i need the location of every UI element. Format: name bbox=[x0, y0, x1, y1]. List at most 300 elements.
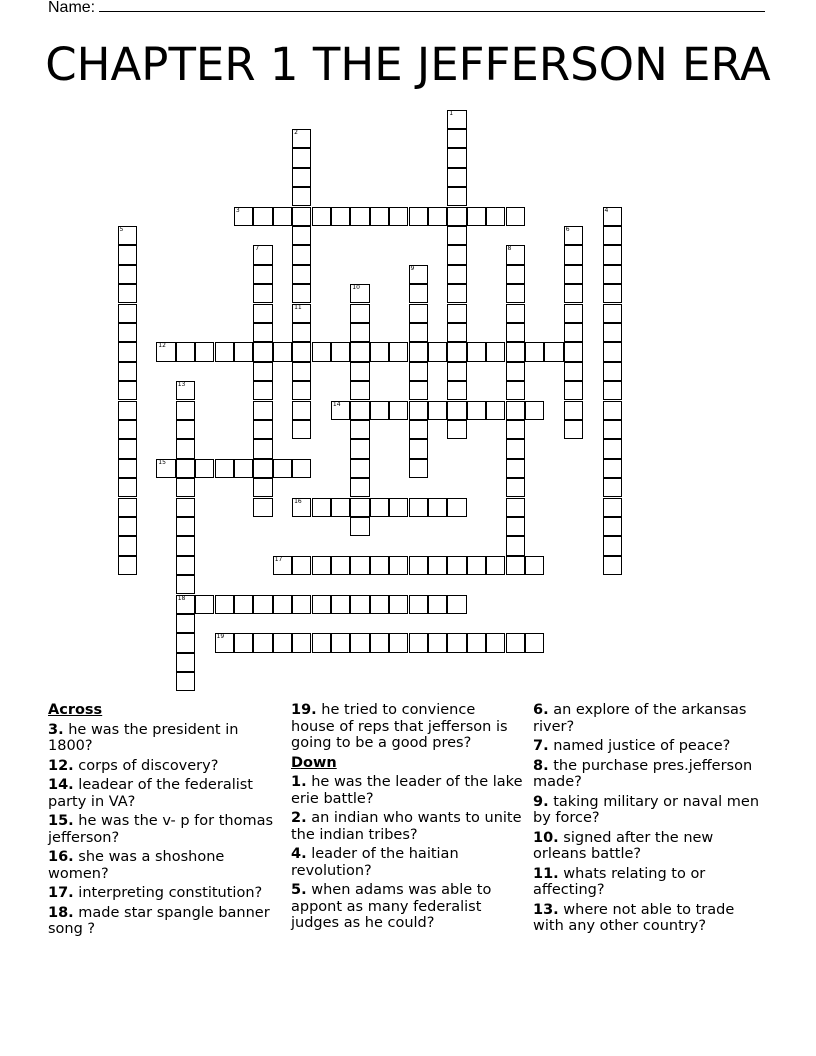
clue-number: 9. bbox=[533, 793, 549, 810]
grid-cell[interactable] bbox=[118, 265, 137, 284]
grid-cell[interactable] bbox=[603, 284, 622, 303]
grid-cell[interactable] bbox=[273, 459, 292, 478]
grid-cell[interactable] bbox=[253, 284, 272, 303]
grid-cell[interactable] bbox=[273, 207, 292, 226]
cell-number: 15 bbox=[158, 458, 166, 466]
grid-cell[interactable] bbox=[350, 459, 369, 478]
grid-cell[interactable] bbox=[350, 595, 369, 614]
grid-cell[interactable] bbox=[428, 498, 447, 517]
grid-cell[interactable] bbox=[447, 168, 466, 187]
across-clue bbox=[48, 777, 280, 810]
grid-cell[interactable] bbox=[467, 342, 486, 361]
grid-cell[interactable] bbox=[447, 595, 466, 614]
grid-cell[interactable] bbox=[603, 478, 622, 497]
grid-cell[interactable] bbox=[292, 245, 311, 264]
grid-cell[interactable] bbox=[118, 304, 137, 323]
grid-cell[interactable] bbox=[506, 633, 525, 652]
grid-cell[interactable] bbox=[447, 207, 466, 226]
grid-cell[interactable] bbox=[312, 595, 331, 614]
grid-cell[interactable] bbox=[564, 265, 583, 284]
grid-cell[interactable] bbox=[389, 498, 408, 517]
grid-cell[interactable] bbox=[370, 633, 389, 652]
down-clue bbox=[533, 830, 765, 863]
grid-cell[interactable] bbox=[370, 556, 389, 575]
grid-cell[interactable] bbox=[603, 207, 622, 226]
grid-cell[interactable] bbox=[389, 595, 408, 614]
grid-cell[interactable] bbox=[118, 478, 137, 497]
grid-cell[interactable] bbox=[428, 595, 447, 614]
grid-cell[interactable] bbox=[447, 498, 466, 517]
grid-cell[interactable] bbox=[603, 517, 622, 536]
grid-cell[interactable] bbox=[564, 226, 583, 245]
grid-cell[interactable] bbox=[312, 633, 331, 652]
grid-cell[interactable] bbox=[506, 323, 525, 342]
grid-cell[interactable] bbox=[428, 342, 447, 361]
grid-cell[interactable] bbox=[603, 362, 622, 381]
grid-cell[interactable] bbox=[292, 129, 311, 148]
grid-cell[interactable] bbox=[215, 459, 234, 478]
grid-cell[interactable] bbox=[176, 420, 195, 439]
grid-cell[interactable] bbox=[292, 420, 311, 439]
grid-cell[interactable] bbox=[447, 420, 466, 439]
grid-cell[interactable] bbox=[118, 536, 137, 555]
clue-text: leader of the haitian revolution? bbox=[291, 846, 459, 879]
grid-cell[interactable] bbox=[195, 342, 214, 361]
grid-cell[interactable] bbox=[156, 459, 175, 478]
grid-cell[interactable] bbox=[176, 595, 195, 614]
clue-number: 1. bbox=[291, 774, 307, 790]
grid-cell[interactable] bbox=[409, 633, 428, 652]
grid-cell[interactable] bbox=[350, 498, 369, 517]
cell-number: 18 bbox=[177, 594, 186, 602]
grid-cell[interactable] bbox=[389, 401, 408, 420]
grid-cell[interactable] bbox=[253, 265, 272, 284]
grid-cell[interactable] bbox=[370, 401, 389, 420]
grid-cell[interactable] bbox=[409, 595, 428, 614]
grid-cell[interactable] bbox=[506, 381, 525, 400]
clue-number: 16. bbox=[48, 849, 74, 865]
clue-number: 5. bbox=[291, 882, 307, 898]
grid-cell[interactable] bbox=[118, 284, 137, 303]
grid-cell[interactable] bbox=[234, 595, 253, 614]
grid-cell[interactable] bbox=[176, 342, 195, 361]
grid-cell[interactable] bbox=[564, 304, 583, 323]
cell-number: 2 bbox=[294, 128, 298, 136]
grid-cell[interactable] bbox=[564, 245, 583, 264]
grid-cell[interactable] bbox=[292, 168, 311, 187]
grid-cell[interactable] bbox=[176, 478, 195, 497]
grid-cell[interactable] bbox=[118, 381, 137, 400]
grid-cell[interactable] bbox=[447, 342, 466, 361]
grid-cell[interactable] bbox=[409, 284, 428, 303]
clue-text: taking military or naval men by force? bbox=[533, 793, 760, 826]
grid-cell[interactable] bbox=[486, 556, 505, 575]
grid-cell[interactable] bbox=[350, 420, 369, 439]
grid-cell[interactable] bbox=[603, 536, 622, 555]
clue-number: 15. bbox=[48, 813, 74, 829]
clue-text: he was the v- p for thomas jefferson? bbox=[48, 813, 274, 846]
grid-cell[interactable] bbox=[506, 284, 525, 303]
grid-cell[interactable] bbox=[603, 381, 622, 400]
grid-cell[interactable] bbox=[350, 304, 369, 323]
grid-cell[interactable] bbox=[234, 207, 253, 226]
clue-number: 13. bbox=[533, 901, 559, 918]
grid-cell[interactable] bbox=[603, 265, 622, 284]
grid-cell[interactable] bbox=[506, 401, 525, 420]
grid-cell[interactable] bbox=[447, 110, 466, 129]
down-clue bbox=[533, 758, 765, 791]
grid-cell[interactable] bbox=[486, 401, 505, 420]
grid-cell[interactable] bbox=[273, 556, 292, 575]
grid-cell[interactable] bbox=[292, 265, 311, 284]
grid-cell[interactable] bbox=[292, 342, 311, 361]
grid-cell[interactable] bbox=[350, 342, 369, 361]
grid-cell[interactable] bbox=[428, 207, 447, 226]
grid-cell[interactable] bbox=[176, 381, 195, 400]
grid-cell[interactable] bbox=[292, 401, 311, 420]
clue-number: 12. bbox=[48, 757, 74, 774]
grid-cell[interactable] bbox=[118, 439, 137, 458]
grid-cell[interactable] bbox=[176, 556, 195, 575]
grid-cell[interactable] bbox=[292, 187, 311, 206]
grid-cell[interactable] bbox=[176, 459, 195, 478]
down-clues-part-1 bbox=[291, 774, 523, 932]
grid-cell[interactable] bbox=[292, 595, 311, 614]
grid-cell[interactable] bbox=[409, 401, 428, 420]
grid-cell[interactable] bbox=[409, 342, 428, 361]
grid-cell[interactable] bbox=[447, 323, 466, 342]
grid-cell[interactable] bbox=[176, 439, 195, 458]
grid-cell[interactable] bbox=[389, 207, 408, 226]
grid-cell[interactable] bbox=[603, 439, 622, 458]
grid-cell[interactable] bbox=[292, 323, 311, 342]
grid-cell[interactable] bbox=[176, 575, 195, 594]
down-clue bbox=[533, 738, 765, 755]
grid-cell[interactable] bbox=[564, 381, 583, 400]
grid-cell[interactable] bbox=[215, 633, 234, 652]
grid-cell[interactable] bbox=[389, 342, 408, 361]
grid-cell[interactable] bbox=[331, 207, 350, 226]
clue-number: 17. bbox=[48, 885, 74, 901]
grid-cell[interactable] bbox=[603, 323, 622, 342]
grid-cell[interactable] bbox=[312, 498, 331, 517]
grid-cell[interactable] bbox=[292, 362, 311, 381]
grid-cell[interactable] bbox=[603, 304, 622, 323]
grid-cell[interactable] bbox=[273, 595, 292, 614]
clue-text: leadear of the federalist party in VA? bbox=[48, 777, 253, 810]
grid-cell[interactable] bbox=[603, 420, 622, 439]
grid-cell[interactable] bbox=[370, 498, 389, 517]
grid-cell[interactable] bbox=[428, 401, 447, 420]
grid-cell[interactable] bbox=[118, 517, 137, 536]
clue-number: 7. bbox=[533, 738, 549, 754]
grid-cell[interactable] bbox=[447, 362, 466, 381]
grid-cell[interactable] bbox=[467, 401, 486, 420]
grid-cell[interactable] bbox=[603, 459, 622, 478]
grid-cell[interactable] bbox=[506, 265, 525, 284]
grid-cell[interactable] bbox=[603, 401, 622, 420]
clue-number: 10. bbox=[533, 829, 559, 846]
grid-cell[interactable] bbox=[409, 459, 428, 478]
grid-cell[interactable] bbox=[564, 401, 583, 420]
grid-cell[interactable] bbox=[292, 207, 311, 226]
grid-cell[interactable] bbox=[350, 517, 369, 536]
clue-text: an indian who wants to unite the indian tribes? bbox=[291, 810, 522, 843]
grid-cell[interactable] bbox=[370, 595, 389, 614]
grid-cell[interactable] bbox=[564, 342, 583, 361]
grid-cell[interactable] bbox=[312, 342, 331, 361]
grid-cell[interactable] bbox=[447, 245, 466, 264]
cell-number: 17 bbox=[274, 555, 283, 563]
name-label: Name: bbox=[48, 0, 96, 16]
grid-cell[interactable] bbox=[506, 362, 525, 381]
grid-cell[interactable] bbox=[253, 420, 272, 439]
grid-cell[interactable] bbox=[253, 362, 272, 381]
grid-cell[interactable] bbox=[292, 556, 311, 575]
down-clues-part-2 bbox=[533, 702, 765, 935]
clue-text: interpreting constitution? bbox=[73, 885, 263, 901]
grid-cell[interactable] bbox=[118, 226, 137, 245]
grid-cell[interactable] bbox=[350, 207, 369, 226]
cell-number: 4 bbox=[604, 206, 609, 214]
grid-cell[interactable] bbox=[350, 478, 369, 497]
grid-cell[interactable] bbox=[253, 342, 272, 361]
grid-cell[interactable] bbox=[176, 614, 195, 633]
grid-cell[interactable] bbox=[370, 342, 389, 361]
cell-number: 1 bbox=[449, 109, 454, 117]
grid-cell[interactable] bbox=[253, 304, 272, 323]
grid-cell[interactable] bbox=[118, 498, 137, 517]
grid-cell[interactable] bbox=[273, 342, 292, 361]
grid-cell[interactable] bbox=[331, 595, 350, 614]
grid-cell[interactable] bbox=[331, 342, 350, 361]
across-clue bbox=[48, 885, 280, 902]
grid-cell[interactable] bbox=[331, 633, 350, 652]
grid-cell[interactable] bbox=[234, 459, 253, 478]
grid-cell[interactable] bbox=[447, 556, 466, 575]
grid-cell[interactable] bbox=[292, 226, 311, 245]
grid-cell[interactable] bbox=[506, 342, 525, 361]
grid-cell[interactable] bbox=[409, 439, 428, 458]
across-clues-part-2 bbox=[291, 702, 523, 752]
grid-cell[interactable] bbox=[409, 362, 428, 381]
grid-cell[interactable] bbox=[409, 207, 428, 226]
grid-cell[interactable] bbox=[156, 342, 175, 361]
grid-cell[interactable] bbox=[176, 498, 195, 517]
grid-cell[interactable] bbox=[409, 304, 428, 323]
grid-cell[interactable] bbox=[370, 207, 389, 226]
grid-cell[interactable] bbox=[292, 498, 311, 517]
grid-cell[interactable] bbox=[234, 342, 253, 361]
across-clue bbox=[48, 813, 280, 846]
grid-cell[interactable] bbox=[564, 362, 583, 381]
grid-cell[interactable] bbox=[525, 633, 544, 652]
down-clue bbox=[533, 866, 765, 899]
grid-cell[interactable] bbox=[195, 459, 214, 478]
clue-number: 11. bbox=[533, 865, 559, 882]
grid-cell[interactable] bbox=[292, 148, 311, 167]
grid-cell[interactable] bbox=[544, 342, 563, 361]
grid-cell[interactable] bbox=[331, 401, 350, 420]
grid-cell[interactable] bbox=[409, 265, 428, 284]
clue-number: 2. bbox=[291, 810, 307, 826]
grid-cell[interactable] bbox=[350, 323, 369, 342]
grid-cell[interactable] bbox=[389, 556, 408, 575]
grid-cell[interactable] bbox=[118, 362, 137, 381]
grid-cell[interactable] bbox=[292, 633, 311, 652]
grid-cell[interactable] bbox=[525, 556, 544, 575]
grid-cell[interactable] bbox=[253, 207, 272, 226]
grid-cell[interactable] bbox=[447, 129, 466, 148]
grid-cell[interactable] bbox=[467, 207, 486, 226]
clue-text: named justice of peace? bbox=[548, 738, 731, 754]
grid-cell[interactable] bbox=[409, 498, 428, 517]
grid-cell[interactable] bbox=[447, 148, 466, 167]
grid-cell[interactable] bbox=[176, 536, 195, 555]
grid-cell[interactable] bbox=[506, 517, 525, 536]
grid-cell[interactable] bbox=[564, 323, 583, 342]
grid-cell[interactable] bbox=[118, 245, 137, 264]
grid-cell[interactable] bbox=[292, 304, 311, 323]
grid-cell[interactable] bbox=[253, 498, 272, 517]
grid-cell[interactable] bbox=[447, 381, 466, 400]
clues-column-1 bbox=[48, 702, 280, 941]
cell-number: 16 bbox=[294, 497, 302, 505]
grid-cell[interactable] bbox=[506, 536, 525, 555]
grid-cell[interactable] bbox=[176, 517, 195, 536]
clue-number: 18. bbox=[48, 904, 74, 921]
grid-cell[interactable] bbox=[603, 245, 622, 264]
clue-text: she was a shoshone women? bbox=[48, 849, 225, 882]
grid-cell[interactable] bbox=[350, 362, 369, 381]
grid-cell[interactable] bbox=[273, 633, 292, 652]
grid-cell[interactable] bbox=[253, 381, 272, 400]
grid-cell[interactable] bbox=[525, 342, 544, 361]
grid-cell[interactable] bbox=[603, 226, 622, 245]
grid-cell[interactable] bbox=[409, 420, 428, 439]
grid-cell[interactable] bbox=[118, 342, 137, 361]
across-header: Across bbox=[48, 702, 103, 718]
grid-cell[interactable] bbox=[118, 459, 137, 478]
grid-cell[interactable] bbox=[253, 323, 272, 342]
grid-cell[interactable] bbox=[409, 381, 428, 400]
grid-cell[interactable] bbox=[409, 323, 428, 342]
grid-cell[interactable] bbox=[603, 498, 622, 517]
grid-cell[interactable] bbox=[506, 478, 525, 497]
down-clue bbox=[533, 794, 765, 827]
grid-cell[interactable] bbox=[292, 284, 311, 303]
grid-cell[interactable] bbox=[447, 284, 466, 303]
cell-number: 3 bbox=[235, 206, 240, 214]
grid-cell[interactable] bbox=[195, 595, 214, 614]
grid-cell[interactable] bbox=[234, 633, 253, 652]
grid-cell[interactable] bbox=[486, 207, 505, 226]
grid-cell[interactable] bbox=[176, 653, 195, 672]
grid-cell[interactable] bbox=[118, 556, 137, 575]
grid-cell[interactable] bbox=[350, 556, 369, 575]
down-clue bbox=[291, 774, 523, 807]
grid-cell[interactable] bbox=[603, 556, 622, 575]
grid-cell[interactable] bbox=[215, 595, 234, 614]
grid-cell[interactable] bbox=[506, 498, 525, 517]
grid-cell[interactable] bbox=[292, 459, 311, 478]
grid-cell[interactable] bbox=[331, 498, 350, 517]
clue-number: 3. bbox=[48, 721, 64, 738]
grid-cell[interactable] bbox=[350, 284, 369, 303]
grid-cell[interactable] bbox=[350, 381, 369, 400]
grid-cell[interactable] bbox=[467, 556, 486, 575]
grid-cell[interactable] bbox=[564, 284, 583, 303]
grid-cell[interactable] bbox=[350, 401, 369, 420]
clue-text: he tried to convience house of reps that jefferson is going to be a good pres? bbox=[291, 702, 508, 751]
grid-cell[interactable] bbox=[118, 401, 137, 420]
grid-cell[interactable] bbox=[428, 556, 447, 575]
grid-cell[interactable] bbox=[118, 420, 137, 439]
grid-cell[interactable] bbox=[447, 401, 466, 420]
grid-cell[interactable] bbox=[525, 401, 544, 420]
clue-number: 4. bbox=[291, 846, 307, 862]
grid-cell[interactable] bbox=[506, 207, 525, 226]
across-clue bbox=[48, 905, 280, 938]
grid-cell[interactable] bbox=[506, 439, 525, 458]
grid-cell[interactable] bbox=[486, 633, 505, 652]
grid-cell[interactable] bbox=[603, 342, 622, 361]
grid-cell[interactable] bbox=[447, 226, 466, 245]
grid-cell[interactable] bbox=[215, 342, 234, 361]
grid-cell[interactable] bbox=[506, 556, 525, 575]
grid-cell[interactable] bbox=[409, 556, 428, 575]
grid-cell[interactable] bbox=[253, 633, 272, 652]
grid-cell[interactable] bbox=[176, 633, 195, 652]
grid-cell[interactable] bbox=[486, 342, 505, 361]
grid-cell[interactable] bbox=[176, 401, 195, 420]
grid-cell[interactable] bbox=[506, 304, 525, 323]
grid-cell[interactable] bbox=[447, 304, 466, 323]
grid-cell[interactable] bbox=[506, 459, 525, 478]
grid-cell[interactable] bbox=[350, 633, 369, 652]
grid-cell[interactable] bbox=[118, 323, 137, 342]
down-clue bbox=[533, 902, 765, 935]
grid-cell[interactable] bbox=[253, 478, 272, 497]
clue-number: 14. bbox=[48, 777, 74, 793]
grid-cell[interactable] bbox=[447, 265, 466, 284]
grid-cell[interactable] bbox=[389, 633, 408, 652]
grid-cell[interactable] bbox=[467, 633, 486, 652]
grid-cell[interactable] bbox=[428, 633, 447, 652]
grid-cell[interactable] bbox=[253, 439, 272, 458]
grid-cell[interactable] bbox=[253, 595, 272, 614]
grid-cell[interactable] bbox=[564, 420, 583, 439]
grid-cell[interactable] bbox=[331, 556, 350, 575]
grid-cell[interactable] bbox=[292, 381, 311, 400]
grid-cell[interactable] bbox=[447, 187, 466, 206]
clue-text: an explore of the arkansas river? bbox=[533, 702, 747, 735]
grid-cell[interactable] bbox=[506, 420, 525, 439]
clue-number: 19. bbox=[291, 702, 317, 718]
grid-cell[interactable] bbox=[447, 633, 466, 652]
grid-cell[interactable] bbox=[350, 439, 369, 458]
grid-cell[interactable] bbox=[253, 401, 272, 420]
grid-cell[interactable] bbox=[312, 207, 331, 226]
clues-column-3 bbox=[533, 702, 765, 938]
grid-cell[interactable] bbox=[312, 556, 331, 575]
grid-cell[interactable] bbox=[253, 245, 272, 264]
grid-cell[interactable] bbox=[506, 245, 525, 264]
clue-number: 8. bbox=[533, 757, 549, 774]
grid-cell[interactable] bbox=[176, 672, 195, 691]
cell-number: 14 bbox=[332, 400, 341, 408]
grid-cell[interactable] bbox=[253, 459, 272, 478]
